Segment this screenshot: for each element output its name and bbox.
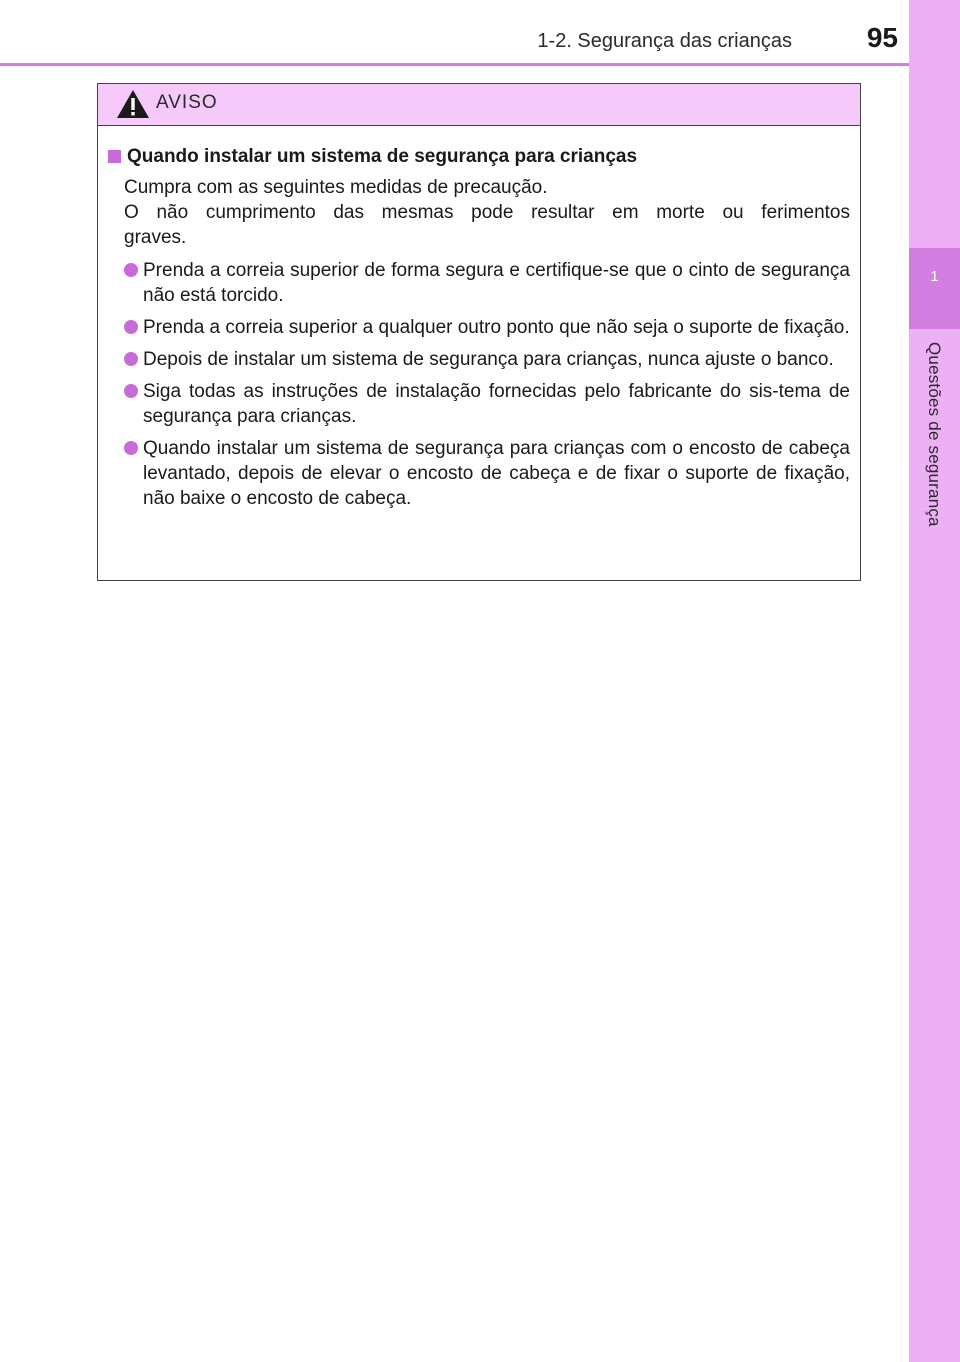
warning-section-title-text: Quando instalar um sistema de segurança para crianças	[127, 146, 638, 167]
list-item	[108, 347, 850, 372]
bullet-dot-icon	[124, 352, 138, 366]
list-item-text: Quando instalar um sistema de segurança para crianças com o encosto de cabeça levantado, depois de elevar o encosto de cabeça e de fixar o suporte de fixação, não baixe o encosto de cabeça.	[143, 438, 850, 509]
page-number: 95	[866, 22, 898, 53]
list-item-text: Siga todas as instruções de instalação fornecidas pelo fabricante do sis-tema de segurança para crianças.	[143, 381, 850, 427]
warning-box	[97, 83, 861, 581]
list-item-text: Prenda a correia superior a qualquer outro ponto que não seja o suporte de fixação.	[143, 317, 850, 338]
intro-line-2: O não cumprimento das mesmas pode resultar em morte ou ferimentos	[124, 202, 850, 223]
intro-line-1: Cumpra com as seguintes medidas de precaução.	[124, 177, 548, 198]
section-header: 1-2. Segurança das crianças	[537, 30, 792, 52]
side-tab-strip	[909, 0, 960, 1362]
header-divider	[0, 63, 909, 66]
list-item	[108, 436, 850, 511]
chapter-tab[interactable]	[909, 248, 960, 329]
intro-line-3: graves.	[124, 227, 187, 248]
list-item	[108, 379, 850, 429]
bullet-dot-icon	[124, 441, 138, 455]
warning-intro	[108, 175, 850, 250]
chapter-title: Questões de segurança	[925, 342, 944, 527]
list-item	[108, 258, 850, 308]
list-item-text: Prenda a correia superior de forma segura e certifique-se que o cinto de segurança não está torcido.	[143, 260, 850, 306]
warning-header	[98, 84, 860, 126]
warning-body	[98, 126, 860, 511]
warning-label: AVISO	[156, 92, 218, 113]
bullet-dot-icon	[124, 384, 138, 398]
bullet-dot-icon	[124, 263, 138, 277]
bullet-dot-icon	[124, 320, 138, 334]
list-item	[108, 315, 850, 340]
list-item-text: Depois de instalar um sistema de segurança para crianças, nunca ajuste o banco.	[143, 349, 834, 370]
square-bullet-icon	[108, 150, 121, 163]
chapter-tab-number: 1	[930, 268, 939, 285]
warning-triangle-icon	[116, 89, 150, 119]
warning-section-title	[108, 144, 850, 169]
